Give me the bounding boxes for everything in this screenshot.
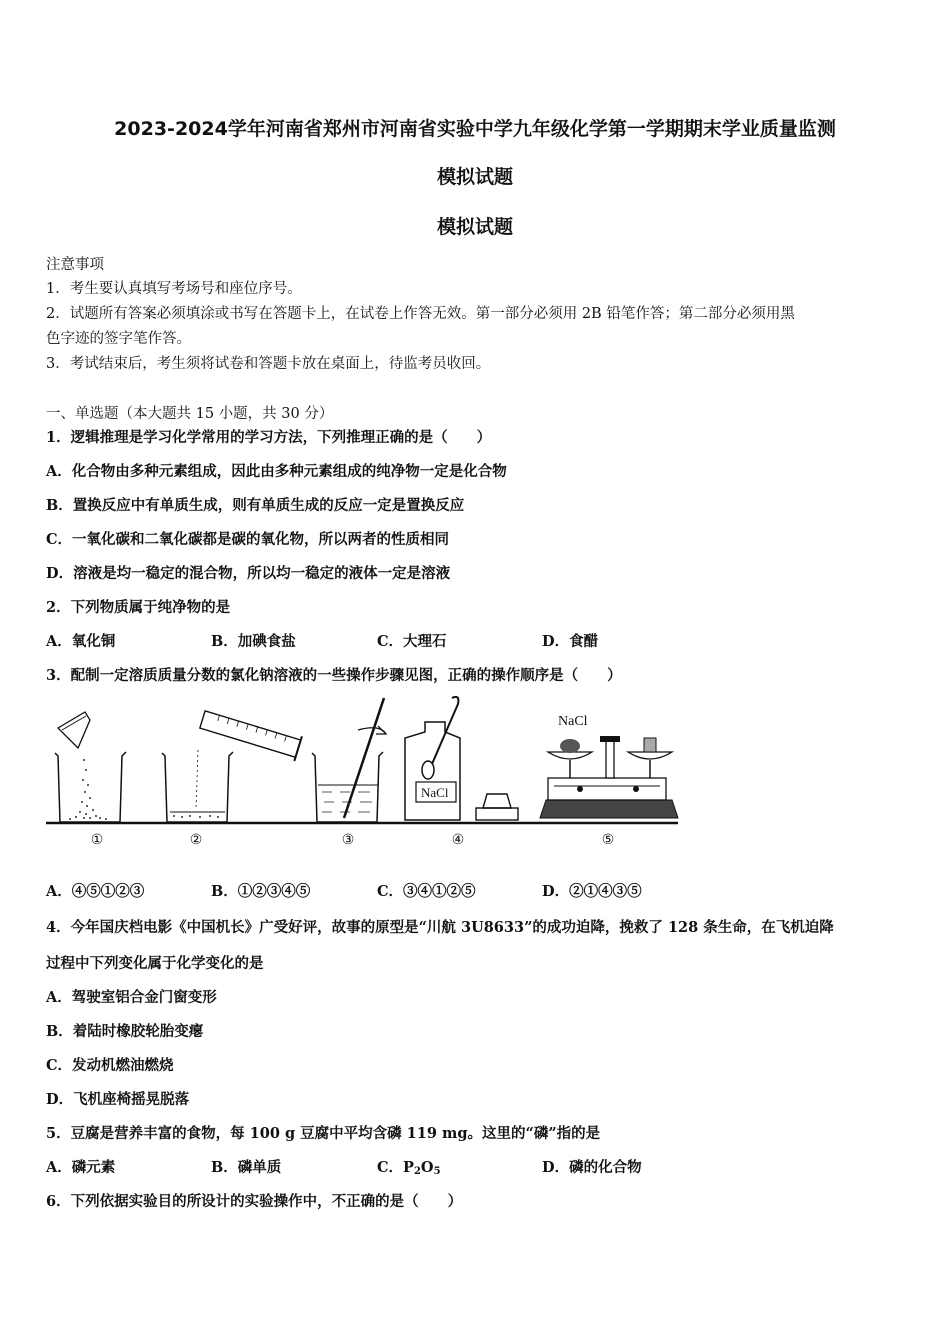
notice-item-2b: 色字迹的签字笔作答。 bbox=[46, 331, 191, 347]
q1-option-b: B．置换反应中有单质生成，则有单质生成的反应一定是置换反应 bbox=[46, 497, 465, 514]
q4-option-d: D．飞机座椅摇晃脱落 bbox=[46, 1091, 190, 1108]
q5-option-c-sub1: 2 bbox=[413, 1166, 421, 1177]
q4-stem-line1: 4．今年国庆档电影《中国机长》广受好评，故事的原型是“川航 3U8633”的成功迫降，挽救了 128 条生命，在飞机迫降 bbox=[46, 919, 834, 936]
q2-option-b: B．加碘食盐 bbox=[211, 633, 296, 650]
q2-option-d: D．食醋 bbox=[542, 633, 599, 650]
notice-item-1: 1．考生要认真填写考场号和座位序号。 bbox=[46, 281, 302, 297]
exam-title-line2: 模拟试题 bbox=[436, 166, 513, 188]
q3-figure bbox=[40, 690, 690, 830]
section-heading: 一、单选题（本大题共 15 小题，共 30 分） bbox=[46, 406, 334, 422]
q3-option-d: D．②①④③⑤ bbox=[542, 883, 642, 900]
q3-option-a: A．④⑤①②③ bbox=[46, 883, 145, 900]
notice-item-2a: 2．试题所有答案必须填涂或书写在答题卡上，在试卷上作答无效。第一部分必须用 2B 铅笔作答；第二部分必须用黑 bbox=[46, 306, 795, 322]
q4-option-c: C．发动机燃油燃烧 bbox=[46, 1057, 174, 1074]
step3-stirring bbox=[312, 698, 386, 822]
step2-pouring-liquid bbox=[162, 707, 302, 822]
notice-item-3: 3．考试结束后，考生须将试卷和答题卡放在桌面上，待监考员收回。 bbox=[46, 356, 491, 372]
q5-option-c-prefix: C．P bbox=[377, 1159, 414, 1176]
q1-option-a: A．化合物由多种元素组成，因此由多种元素组成的纯净物一定是化合物 bbox=[46, 463, 507, 480]
bottle-label: NaCl bbox=[421, 785, 449, 800]
figure-label-5: ⑤ bbox=[601, 832, 615, 848]
q5-option-a: A．磷元素 bbox=[46, 1159, 116, 1176]
q5-option-d: D．磷的化合物 bbox=[542, 1159, 642, 1176]
q3-stem: 3．配制一定溶质质量分数的氯化钠溶液的一些操作步骤见图，正确的操作顺序是（ ） bbox=[46, 667, 622, 684]
q1-option-d: D．溶液是均一稳定的混合物，所以均一稳定的液体一定是溶液 bbox=[46, 565, 451, 582]
q3-option-b: B．①②③④⑤ bbox=[211, 883, 311, 900]
figure-label-1: ① bbox=[90, 832, 104, 848]
q1-option-c: C．一氧化碳和二氧化碳都是碳的氧化物，所以两者的性质相同 bbox=[46, 531, 450, 548]
exam-title-line1: 2023-2024学年河南省郑州市河南省实验中学九年级化学第一学期期末学业质量监测 bbox=[114, 118, 836, 140]
q5-option-c-sub2: 5 bbox=[433, 1166, 441, 1177]
figure-label-2: ② bbox=[189, 832, 203, 848]
q4-option-b: B．着陆时橡胶轮胎变瘪 bbox=[46, 1023, 204, 1040]
q6-stem: 6．下列依据实验目的所设计的实验操作中，不正确的是（ ） bbox=[46, 1193, 463, 1210]
q2-option-a: A．氧化铜 bbox=[46, 633, 116, 650]
q4-stem-line2: 过程中下列变化属于化学变化的是 bbox=[46, 955, 264, 972]
q5-option-c bbox=[377, 1156, 441, 1177]
q2-stem: 2．下列物质属于纯净物的是 bbox=[46, 599, 231, 616]
q5-stem: 5．豆腐是营养丰富的食物，每 100 g 豆腐中平均含磷 119 mg。这里的“磷”指的是 bbox=[46, 1125, 601, 1142]
q2-option-c: C．大理石 bbox=[377, 633, 447, 650]
scale-label: NaCl bbox=[558, 714, 588, 729]
q1-stem: 1．逻辑推理是学习化学常用的学习方法，下列推理正确的是（ ） bbox=[46, 429, 492, 446]
q3-option-c: C．③④①②⑤ bbox=[377, 883, 476, 900]
q5-option-c-mid: O bbox=[420, 1159, 434, 1176]
q4-option-a: A．驾驶室铝合金门窗变形 bbox=[46, 989, 217, 1006]
figure-label-4: ④ bbox=[451, 832, 465, 848]
q5-option-b: B．磷单质 bbox=[211, 1159, 282, 1176]
notice-heading: 注意事项 bbox=[46, 257, 104, 273]
step5-balance-scale bbox=[540, 714, 678, 818]
figure-label-3: ③ bbox=[341, 832, 355, 848]
step1-pouring-solid bbox=[55, 712, 126, 822]
exam-title-line3: 模拟试题 bbox=[436, 216, 513, 238]
step4-reagent-bottle bbox=[405, 697, 518, 820]
